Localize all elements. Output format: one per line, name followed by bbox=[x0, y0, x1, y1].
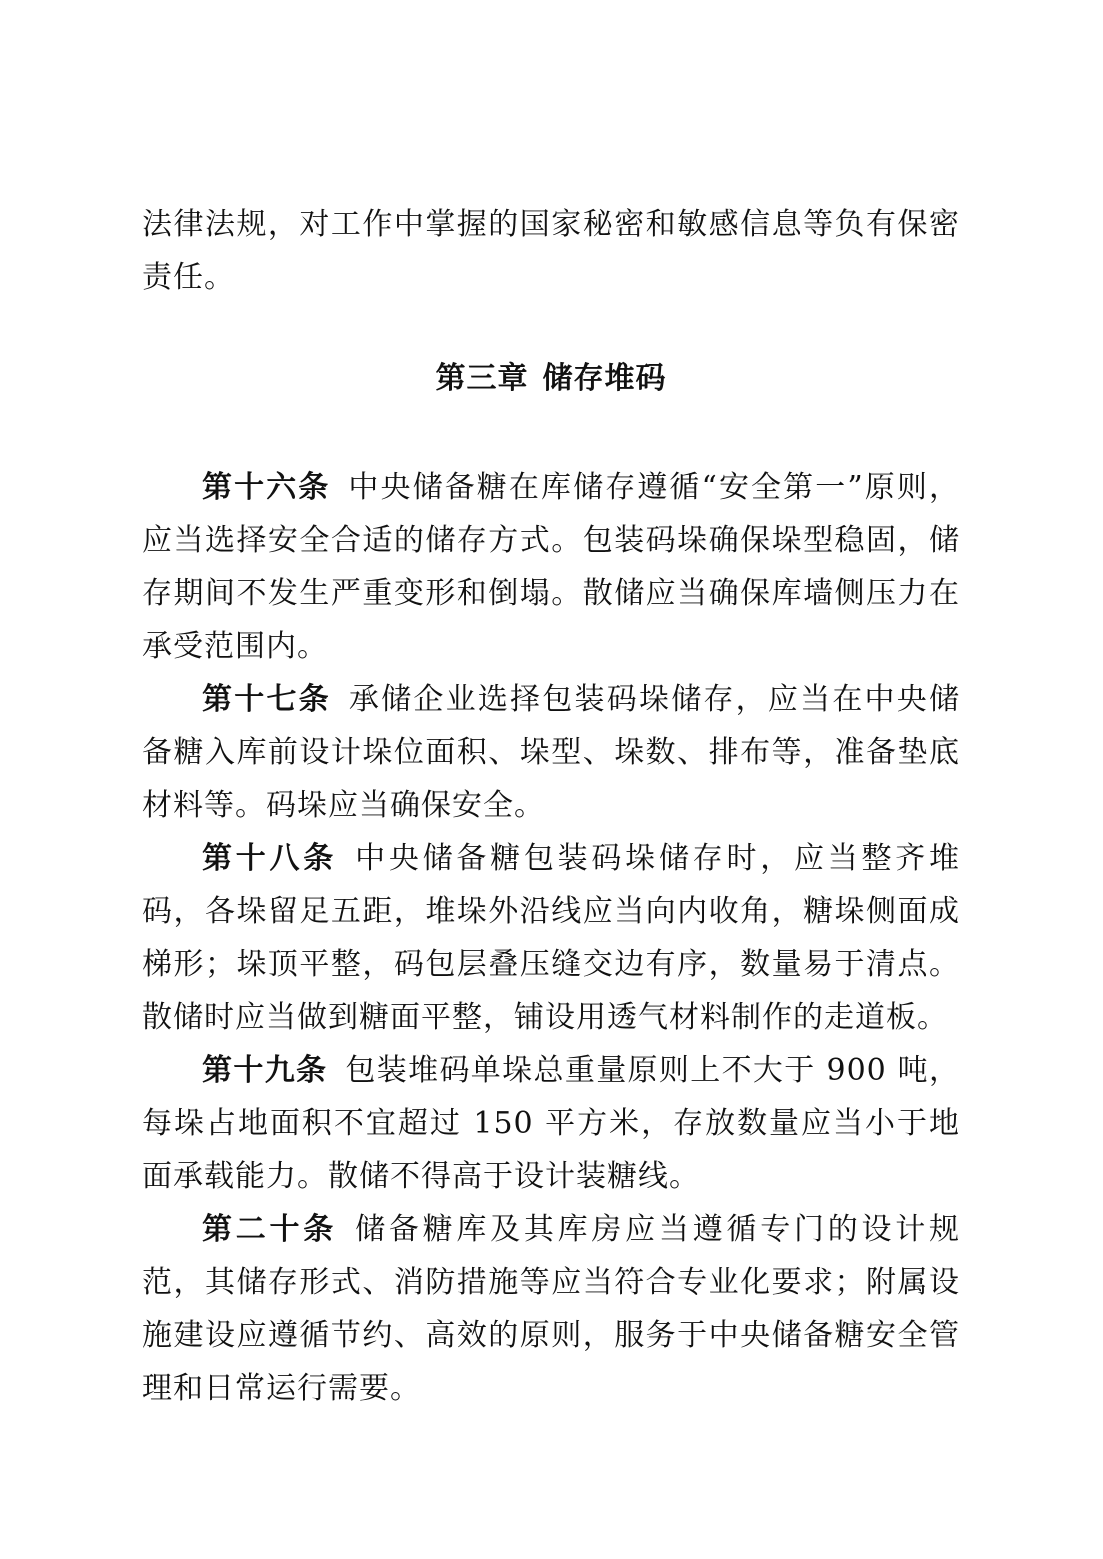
article-label: 第十七条 bbox=[202, 682, 331, 717]
article-20 bbox=[142, 1203, 960, 1415]
article-text: 承储企业选择包装码垛储存，应当在中央储备糖入库前设计垛位面积、垛型、垛数、排布等，准备垫底材料等。码垛应当确保安全。 bbox=[142, 682, 961, 823]
article-18 bbox=[142, 832, 960, 1044]
article-text: 包装堆码单垛总重量原则上不大于 900 吨，每垛占地面积不宜超过 150 平方米，存放数量应当小于地面承载能力。散储不得高于设计装糖线。 bbox=[142, 1053, 961, 1194]
article-label: 第十六条 bbox=[202, 470, 331, 505]
article-label: 第二十条 bbox=[202, 1212, 338, 1247]
article-text: 储备糖库及其库房应当遵循专门的设计规范，其储存形式、消防措施等应当符合专业化要求；附属设施建设应遵循节约、高效的原则，服务于中央储备糖安全管理和日常运行需要。 bbox=[142, 1212, 961, 1406]
article-label: 第十九条 bbox=[202, 1053, 328, 1088]
article-text: 中央储备糖包装码垛储存时，应当整齐堆码，各垛留足五距，堆垛外沿线应当向内收角，糖垛侧面成梯形；垛顶平整，码包层叠压缝交边有序，数量易于清点。散储时应当做到糖面平整，铺设用透气材料制作的走道板。 bbox=[142, 841, 961, 1035]
article-19 bbox=[142, 1044, 960, 1203]
chapter-title: 储存堆码 bbox=[542, 361, 667, 396]
article-label: 第十八条 bbox=[202, 841, 338, 876]
article-17 bbox=[142, 673, 960, 832]
article-16 bbox=[142, 461, 960, 673]
chapter-number: 第三章 bbox=[435, 361, 529, 396]
continuation-paragraph: 法律法规，对工作中掌握的国家秘密和敏感信息等负有保密责任。 bbox=[142, 207, 960, 295]
article-text: 中央储备糖在库储存遵循“安全第一”原则，应当选择安全合适的储存方式。包装码垛确保垛型稳固，储存期间不发生严重变形和倒塌。散储应当确保库墙侧压力在承受范围内。 bbox=[142, 470, 960, 664]
chapter-heading bbox=[142, 352, 960, 405]
document-page bbox=[142, 198, 960, 1415]
